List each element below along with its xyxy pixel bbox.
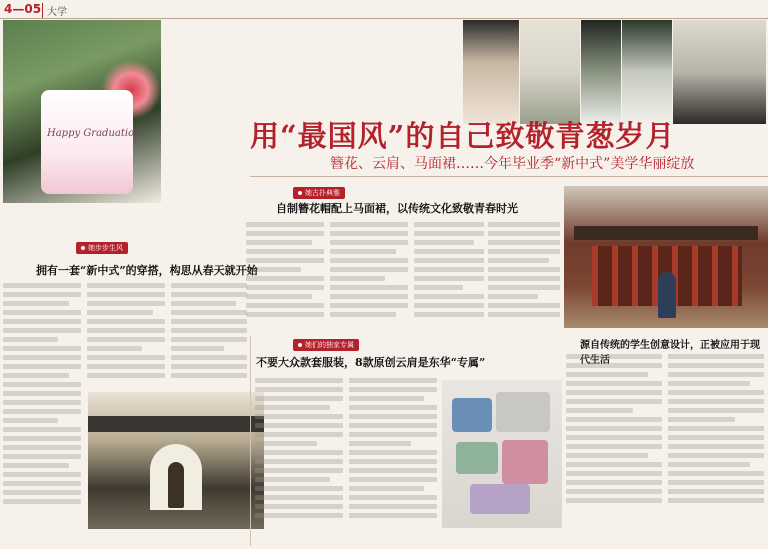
- section-label-1-text: 她古扑典雅: [305, 189, 340, 197]
- graduate-photo-1: [463, 20, 519, 124]
- article-1-col-3: [414, 222, 484, 321]
- cloud-collar-item: [496, 392, 550, 432]
- cloud-collar-item: [452, 398, 492, 432]
- page-header: [0, 0, 768, 19]
- section-name: 大学: [42, 3, 67, 18]
- intro-paragraph: [310, 22, 460, 24]
- page-number: 4—05: [4, 2, 42, 16]
- moon-gate-photo: [88, 392, 264, 529]
- article-1-col-2: [330, 222, 408, 321]
- article-3-col-1: [255, 378, 343, 522]
- section-label-3: [293, 339, 359, 351]
- section-label-2: [76, 242, 128, 254]
- article-4-col-1: [566, 354, 662, 507]
- label-dot: [81, 246, 85, 250]
- main-title: 用“最国风”的自己致敬青葱岁月: [250, 119, 676, 153]
- article-title-2: 拥有一套“新中式”的穿搭，构思从春天就开始: [36, 264, 258, 277]
- label-dot: [298, 191, 302, 195]
- building-roof: [574, 226, 758, 240]
- student-figure: [658, 272, 676, 318]
- cloud-collar-bags-photo: [442, 380, 562, 528]
- article-2-col-2: [87, 283, 165, 382]
- article-1-col-4: [488, 222, 560, 321]
- article-2-col-3: [171, 283, 247, 382]
- article-3-col-2: [349, 378, 437, 522]
- cloud-collar-item: [456, 442, 498, 474]
- label-dot: [298, 343, 302, 347]
- graduate-photo-2: [520, 20, 580, 124]
- article-title-1: 自制簪花帽配上马面裙，以传统文化致敬青春时光: [276, 202, 518, 215]
- section-label-3-text: 她们的独家专属: [305, 341, 354, 349]
- article-title-4: 源自传统的学生创意设计，正被应用于现代生活: [580, 340, 760, 366]
- gate-roof: [88, 416, 264, 432]
- section-label-1: [293, 187, 345, 199]
- title-divider: [250, 176, 768, 177]
- campus-building-photo: [564, 186, 768, 328]
- section-label-2-text: 她步步生风: [88, 244, 123, 252]
- cloud-collar-item: [470, 484, 530, 514]
- graduate-photo-5: [673, 20, 766, 124]
- column-rule: [250, 336, 251, 546]
- article-4-col-2: [668, 354, 764, 507]
- cake-text: Happy Graduation: [47, 128, 141, 139]
- article-2-col-1: [3, 283, 81, 508]
- sub-title: 簪花、云肩、马面裙……今年毕业季“新中式”美学华丽绽放: [330, 156, 695, 172]
- student-figure: [168, 462, 184, 508]
- article-title-3: 不要大众款套服装，8款原创云肩是东华“专属”: [256, 356, 486, 369]
- cake: [41, 90, 133, 194]
- graduation-cake-photo: [3, 20, 161, 203]
- graduate-photo-4: [622, 20, 672, 124]
- cloud-collar-item: [502, 440, 548, 484]
- graduate-photo-3: [581, 20, 621, 124]
